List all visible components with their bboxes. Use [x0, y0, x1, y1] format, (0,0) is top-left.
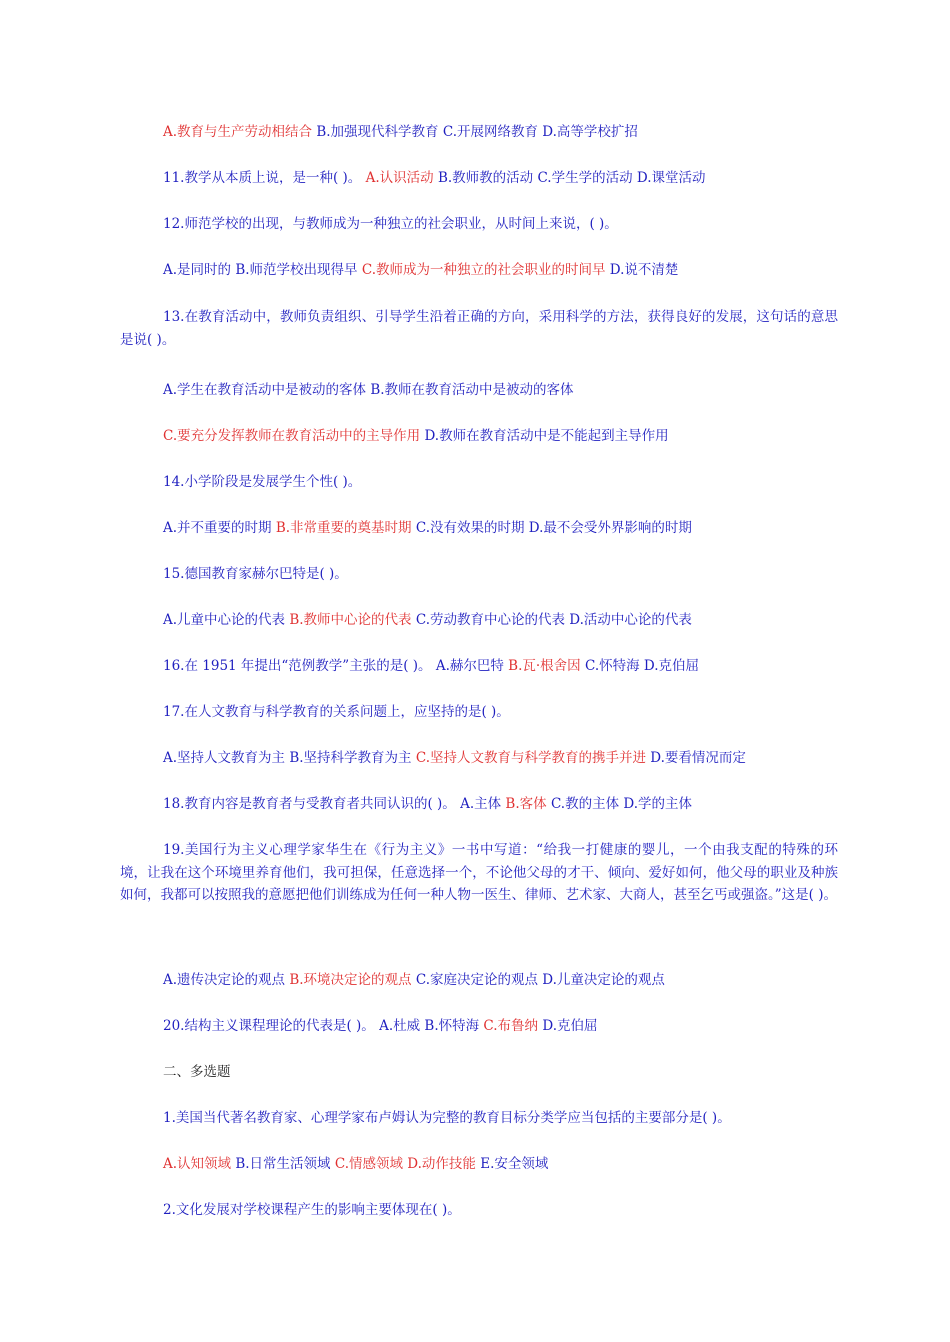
text-segment: 18.教育内容是教育者与受教育者共同认识的( )。 A.主体: [163, 796, 506, 812]
text-line: [0, 656, 950, 676]
answer-highlight: C.要充分发挥教师在教育活动中的主导作用: [163, 428, 425, 444]
text-segment: 11.教学从本质上说，是一种( )。: [163, 170, 366, 186]
text-segment: 2.文化发展对学校课程产生的影响主要体现在( )。: [163, 1202, 461, 1218]
text-segment: C.没有效果的时期 D.最不会受外界影响的时期: [415, 520, 692, 536]
text-line: [0, 518, 950, 538]
text-segment: C.教的主体 D.学的主体: [550, 796, 693, 812]
text-line: [0, 122, 950, 142]
text-segment: 16.在 1951 年提出“范例教学”主张的是( )。 A.赫尔巴特: [163, 658, 509, 674]
text-segment: A.坚持人文教育为主 B.坚持科学教育为主: [163, 750, 416, 766]
text-segment: D.教师在教育活动中是不能起到主导作用: [424, 428, 669, 444]
text-line: [0, 426, 950, 446]
text-line: [0, 564, 950, 584]
text-segment: B.教师教的活动 C.学生学的活动 D.课堂活动: [437, 170, 706, 186]
answer-highlight: B.瓦·根舍因: [508, 658, 585, 674]
text-line: [0, 380, 950, 400]
text-line: [0, 1062, 950, 1082]
text-segment: D.克伯屈: [542, 1018, 598, 1034]
question-paragraph: 19.美国行为主义心理学家华生在《行为主义》一书中写道：“给我一打健康的婴儿，一个由我支配的特殊的环境，让我在这个环境里养育他们，我可担保，任意选择一个，不论他父母的才干、倾向、爱好如何，他父母的职业及种族如何，我都可以按照我的意愿把他们训练成为任何一种人物一医生、律师、艺术家、大商人，甚至乞丐或强盗。”这是( )。: [120, 842, 838, 904]
text-line: [0, 970, 950, 990]
text-line: [0, 610, 950, 630]
answer-highlight: B.教师中心论的代表: [289, 612, 416, 628]
text-segment: B.日常生活领域: [235, 1156, 335, 1172]
answer-highlight: B.环境决定论的观点: [289, 972, 416, 988]
answer-highlight: A.教育与生产劳动相结合: [163, 124, 317, 140]
answer-highlight: B.客体: [505, 796, 551, 812]
text-segment: 1.美国当代著名教育家、心理学家布卢姆认为完整的教育目标分类学应当包括的主要部分是( )。: [163, 1110, 731, 1126]
text-segment: 12.师范学校的出现，与教师成为一种独立的社会职业，从时间上来说，( )。: [163, 216, 618, 232]
answer-highlight: A.认知领域: [163, 1156, 236, 1172]
text-line: [0, 1108, 950, 1128]
text-line: [0, 794, 950, 814]
text-line: [0, 748, 950, 768]
text-segment: A.是同时的 B.师范学校出现得早: [163, 262, 362, 278]
text-segment: C.家庭决定论的观点 D.儿童决定论的观点: [415, 972, 665, 988]
text-segment: E.安全领域: [480, 1156, 549, 1172]
text-segment: C.怀特海 D.克伯屈: [584, 658, 700, 674]
answer-highlight: A.认识活动: [365, 170, 438, 186]
text-segment: 20.结构主义课程理论的代表是( )。 A.杜威 B.怀特海: [163, 1018, 484, 1034]
text-segment: C.劳动教育中心论的代表 D.活动中心论的代表: [415, 612, 692, 628]
text-line: [0, 1154, 950, 1174]
text-segment: A.并不重要的时期: [163, 520, 276, 536]
text-segment: A.遗传决定论的观点: [163, 972, 290, 988]
text-line: [0, 472, 950, 492]
text-segment: 二、多选题: [163, 1064, 231, 1080]
text-line: [0, 260, 950, 280]
text-segment: 15.德国教育家赫尔巴特是( )。: [163, 566, 348, 582]
answer-highlight: C.教师成为一种独立的社会职业的时间早: [361, 262, 610, 278]
answer-highlight: B.非常重要的奠基时期: [275, 520, 416, 536]
text-segment: D.说不清楚: [609, 262, 679, 278]
answer-highlight: C.情感领域 D.动作技能: [334, 1156, 481, 1172]
text-segment: A.儿童中心论的代表: [163, 612, 290, 628]
text-segment: 17.在人文教育与科学教育的关系问题上，应坚持的是( )。: [163, 704, 510, 720]
text-line: [0, 214, 950, 234]
text-line: [0, 1016, 950, 1036]
answer-highlight: C.布鲁纳: [483, 1018, 543, 1034]
question-paragraph: 13.在教育活动中，教师负责组织、引导学生沿着正确的方向，采用科学的方法，获得良好的发展，这句话的意思是说( )。: [120, 309, 838, 348]
text-segment: A.学生在教育活动中是被动的客体 B.教师在教育活动中是被动的客体: [163, 382, 574, 398]
text-line: [0, 1200, 950, 1220]
text-segment: D.要看情况而定: [650, 750, 746, 766]
text-segment: B.加强现代科学教育 C.开展网络教育 D.高等学校扩招: [316, 124, 638, 140]
text-line: [0, 168, 950, 188]
text-line: [0, 702, 950, 722]
text-segment: 14.小学阶段是发展学生个性( )。: [163, 474, 362, 490]
answer-highlight: C.坚持人文教育与科学教育的携手并进: [415, 750, 651, 766]
